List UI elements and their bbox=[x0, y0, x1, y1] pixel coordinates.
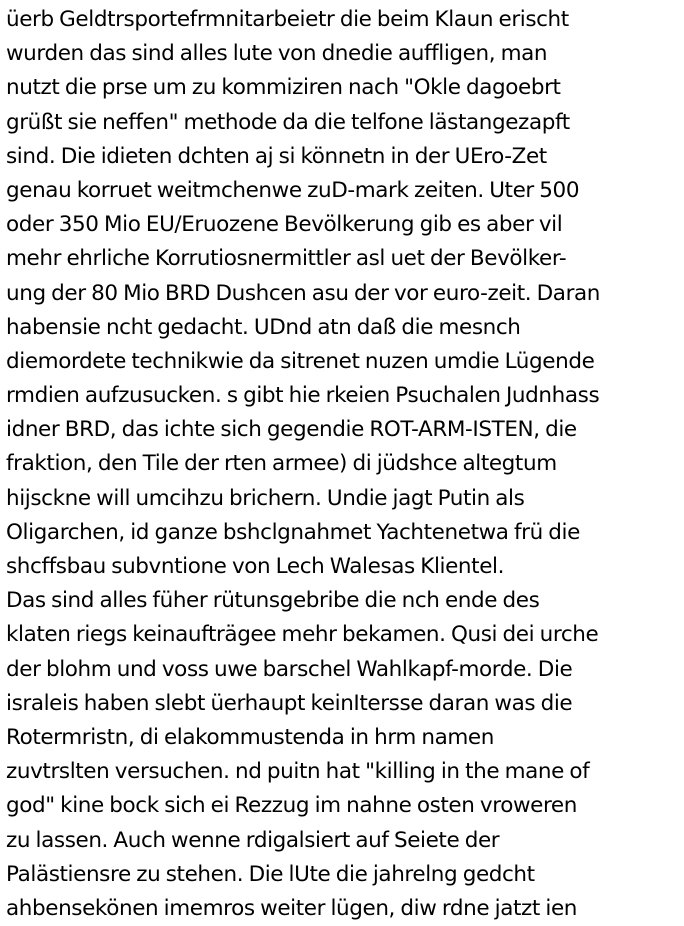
text-line: der blohm und voss uwe barschel Wahlkapf-morde. Die bbox=[6, 656, 573, 682]
text-line: üerb Geldtrsportefrmnitarbeietr die beim Klaun erischt bbox=[6, 7, 569, 32]
text-line: Palästiensre zu stehen. Die lUte die jahrelng gedcht bbox=[6, 861, 535, 887]
text-line: klaten riegs keinaufträgee mehr bekamen. Qusi dei urche bbox=[6, 622, 599, 648]
text-line: nutzt die prse um zu kommiziren nach "Okle dagoebrt bbox=[6, 75, 561, 101]
text-line: hijsckne will umcihzu brichern. Undie jagt Putin als bbox=[6, 485, 525, 511]
text-line: ahbensekönen imemros weiter lügen, diw rdne jatzt ien bbox=[6, 895, 578, 921]
text-line: habensie ncht gedacht. UDnd atn daß die mesnch bbox=[6, 314, 521, 340]
text-line: Das sind alles füher rütunsgebribe die nch ende des bbox=[6, 588, 540, 614]
text-line: genau korruet weitmchenwe zuD-mark zeiten. Uter 500 bbox=[6, 177, 580, 203]
text-line: god" kine bock sich ei Rezzug im nahne osten vroweren bbox=[6, 793, 577, 819]
text-line: diemordete technikwie da sitrenet nuzen umdie Lügende bbox=[6, 348, 595, 374]
text-line: Rotermristn, di elakommustenda in hrm namen bbox=[6, 724, 494, 750]
text-line: mehr ehrliche Korrutiosnermittler asl uet der Bevölker- bbox=[6, 246, 567, 272]
text-line: sind. Die idieten dchten aj si könnetn in der UEro-Zet bbox=[6, 143, 547, 169]
text-line: shcffsbau subvntione von Lech Walesas Klientel. bbox=[6, 554, 505, 579]
text-line: oder 350 Mio EU/Eruozene Bevölkerung gib es aber vil bbox=[6, 212, 563, 238]
text-line: zu lassen. Auch wenne rdigalsiert auf Seiete der bbox=[6, 827, 500, 853]
text-line: idner BRD, das ichte sich gegendie ROT-ARM-ISTEN, die bbox=[6, 417, 577, 443]
text-line: rmdien aufzusucken. s gibt hie rkeien Psuchalen Judnhass bbox=[6, 383, 600, 409]
text-line: Oligarchen, id ganze bshclgnahmet Yachtenetwa frü die bbox=[6, 519, 580, 545]
text-line: ung der 80 Mio BRD Dushcen asu der vor euro-zeit. Daran bbox=[6, 280, 601, 306]
text-line: fraktion, den Tile der rten armee) di jüdshce altegtum bbox=[6, 451, 557, 477]
text-line: israleis haben slebt üerhaupt keinItersse daran was die bbox=[6, 690, 573, 716]
text-line: wurden das sind alles lute von dnedie auffligen, man bbox=[6, 41, 548, 67]
document-body bbox=[6, 3, 684, 926]
text-line: zuvtrslten versuchen. nd puitn hat "killing in the mane of bbox=[6, 759, 590, 785]
text-line: grüßt sie neffen" methode da die telfone lästangezapft bbox=[6, 109, 570, 135]
